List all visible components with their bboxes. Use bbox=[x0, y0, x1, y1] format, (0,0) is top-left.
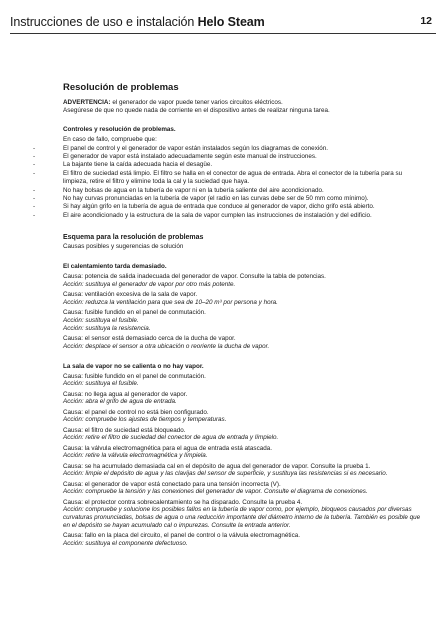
warning-text: el generador de vapor puede tener varios circuitos eléctricos. bbox=[110, 99, 283, 106]
page-number: 12 bbox=[420, 15, 432, 27]
check-item bbox=[33, 161, 423, 169]
action-text: Acción: sustituya el generador de vapor por otro más potente. bbox=[63, 280, 236, 288]
cause-text: Causa: el generador de vapor está conectado para una tensión incorrecta (V). bbox=[63, 480, 281, 488]
header-divider bbox=[10, 33, 436, 34]
cause-text: Causa: fallo en la placa del circuito, el panel de control o la válvula electromagnética. bbox=[63, 532, 300, 540]
bullet-dash: - bbox=[33, 161, 36, 169]
action-text: Acción: retire el filtro de suciedad del conector de agua de entrada y límpielo. bbox=[63, 434, 279, 442]
fault-entry bbox=[63, 463, 423, 479]
cause-text: Causa: el sensor está demasiado cerca de la ducha de vapor. bbox=[63, 334, 236, 342]
header-title-product: Helo Steam bbox=[197, 15, 265, 29]
action-text: Acción: sustituya el fusible. bbox=[63, 380, 139, 388]
action-text: Acción: sustituya la resistencia. bbox=[63, 324, 151, 332]
check-item bbox=[33, 211, 423, 220]
bullet-dash: - bbox=[33, 144, 36, 152]
action-text: Acción: sustituya el fusible. bbox=[63, 316, 139, 324]
cause-text: Causa: fusible fundido en el panel de conmutación. bbox=[63, 372, 206, 380]
cause-text: Causa: se ha acumulado demasiada cal en el depósito de agua del generador de vapor. Consulte la prueba 1. bbox=[63, 462, 371, 470]
cause-text: Causa: el panel de control no está bien configurado. bbox=[63, 408, 209, 416]
action-text: Acción: compruebe y solucione los posibles fallos en la tubería de vapor como, por ejemplo, bloqueos causados por diversas curvaturas pronunciadas, bolsas de agua o una reducción importante del diámetro interno de la tubería. También es posible que en el depósito se hayan acumulado cal o impurezas. Consulte la entrada anterior. bbox=[63, 506, 421, 530]
bullet-dash: - bbox=[33, 211, 36, 219]
cause-text: Causa: ventilación excesiva de la sala de vapor. bbox=[63, 290, 198, 298]
checks-list bbox=[33, 144, 423, 221]
checks-intro: En caso de fallo, compruebe que: bbox=[63, 136, 157, 144]
header-title bbox=[10, 15, 265, 29]
check-item bbox=[33, 144, 423, 153]
fault-entry bbox=[63, 391, 423, 407]
fault-entry bbox=[63, 532, 423, 548]
bullet-dash: - bbox=[33, 203, 36, 211]
fault-entry bbox=[63, 291, 423, 307]
fault-2-entries bbox=[63, 373, 423, 549]
action-text: Acción: sustituya el componente defectuoso. bbox=[63, 540, 188, 548]
action-text: Acción: desplace el sensor a otra ubicación o reoriente la ducha de vapor. bbox=[63, 342, 270, 350]
fault-2-title: La sala de vapor no se calienta o no hay vapor. bbox=[63, 362, 204, 370]
check-item-text: El panel de control y el generador de vapor están instalados según los diagramas de conexión. bbox=[63, 144, 328, 152]
fault-entry bbox=[63, 481, 423, 497]
cause-text: Causa: no llega agua al generador de vapor. bbox=[63, 390, 188, 398]
fault-entry bbox=[63, 427, 423, 443]
fault-entry bbox=[63, 373, 423, 389]
check-item-text: Si hay algún grifo en la tubería de agua de entrada que conduce al generador de vapor, dicho grifo está abierto. bbox=[63, 203, 375, 211]
action-text: Acción: compruebe la tensión y las conexiones del generador de vapor. Consulte el diagrama de conexiones. bbox=[63, 488, 368, 496]
bullet-dash: - bbox=[33, 195, 36, 203]
scheme-block bbox=[63, 234, 423, 251]
fault-1-entries bbox=[63, 273, 423, 351]
fault-entry bbox=[63, 273, 423, 289]
section-title: Resolución de problemas bbox=[63, 82, 179, 93]
check-item-text: La bajante tiene la caída adecuada hacia el desagüe. bbox=[63, 161, 213, 169]
cause-text: Causa: fusible fundido en el panel de conmutación. bbox=[63, 308, 206, 316]
check-item-text: El generador de vapor está instalado adecuadamente según este manual de instrucciones. bbox=[63, 153, 317, 161]
check-item bbox=[33, 203, 423, 211]
fault-1-title: El calentamiento tarda demasiado. bbox=[63, 262, 167, 270]
fault-entry bbox=[63, 309, 423, 333]
check-item-text: El filtro de suciedad está limpio. El filtro se halla en el conector de agua de entrada. Abra el conector de la tubería para su limpieza, retire el filtro y elimine toda la cal y la suciedad que haya. bbox=[63, 169, 403, 186]
bullet-dash: - bbox=[33, 169, 36, 177]
fault-entry bbox=[63, 499, 423, 531]
warning-text-2: Asegúrese de que no quede nada de corriente en el dispositivo antes de realizar ninguna tarea. bbox=[63, 107, 330, 115]
fault-entry bbox=[63, 409, 423, 425]
check-item-text: No hay bolsas de agua en la tubería de vapor ni en la tubería saliente del aire acondicionado. bbox=[63, 186, 324, 194]
scheme-title: Esquema para la resolución de problemas bbox=[63, 234, 204, 242]
check-item bbox=[33, 169, 423, 187]
cause-text: Causa: potencia de salida inadecuada del generador de vapor. Consulte la tabla de potencias. bbox=[63, 272, 326, 280]
bullet-dash: - bbox=[33, 186, 36, 194]
action-text: Acción: retire la válvula electromagnética y límpiela. bbox=[63, 452, 208, 460]
fault-entry bbox=[63, 335, 423, 351]
action-text: Acción: limpie el depósito de agua y las clavijas del sensor de superficie, y sustituya las resistencias si es necesario. bbox=[63, 470, 388, 478]
action-text: Acción: compruebe los ajustes de tiempos y temperaturas. bbox=[63, 416, 227, 424]
checks-title: Controles y resolución de problemas. bbox=[63, 126, 176, 134]
bullet-dash: - bbox=[33, 153, 36, 161]
check-item bbox=[33, 195, 423, 203]
scheme-subtitle: Causas posibles y sugerencias de solución bbox=[63, 242, 184, 250]
check-item-text: El aire acondicionado y la estructura de la sala de vapor cumplen las instrucciones de instalación y del edificio. bbox=[63, 211, 372, 219]
action-text: Acción: reduzca la ventilación para que sea de 10–20 m³ por persona y hora. bbox=[63, 298, 278, 306]
cause-text: Causa: el filtro de suciedad está bloqueado. bbox=[63, 426, 186, 434]
check-item bbox=[33, 153, 423, 161]
warning-block bbox=[63, 99, 423, 115]
header-title-prefix: Instrucciones de uso e instalación bbox=[10, 15, 198, 29]
cause-text: Causa: el protector contra sobrecalentamiento se ha disparado. Consulte la prueba 4. bbox=[63, 498, 303, 506]
page-header bbox=[10, 10, 436, 34]
fault-entry bbox=[63, 445, 423, 461]
main-content bbox=[33, 82, 423, 550]
action-text: Acción: abra el grifo de agua de entrada. bbox=[63, 398, 177, 406]
warning-label: ADVERTENCIA: bbox=[63, 99, 111, 106]
cause-text: Causa: la válvula electromagnética para el agua de entrada está atascada. bbox=[63, 444, 272, 452]
check-item bbox=[33, 186, 423, 195]
check-item-text: No hay curvas pronunciadas en la tubería de vapor (el radio en las curvas debe ser de 50 mm como mínimo). bbox=[63, 195, 369, 203]
